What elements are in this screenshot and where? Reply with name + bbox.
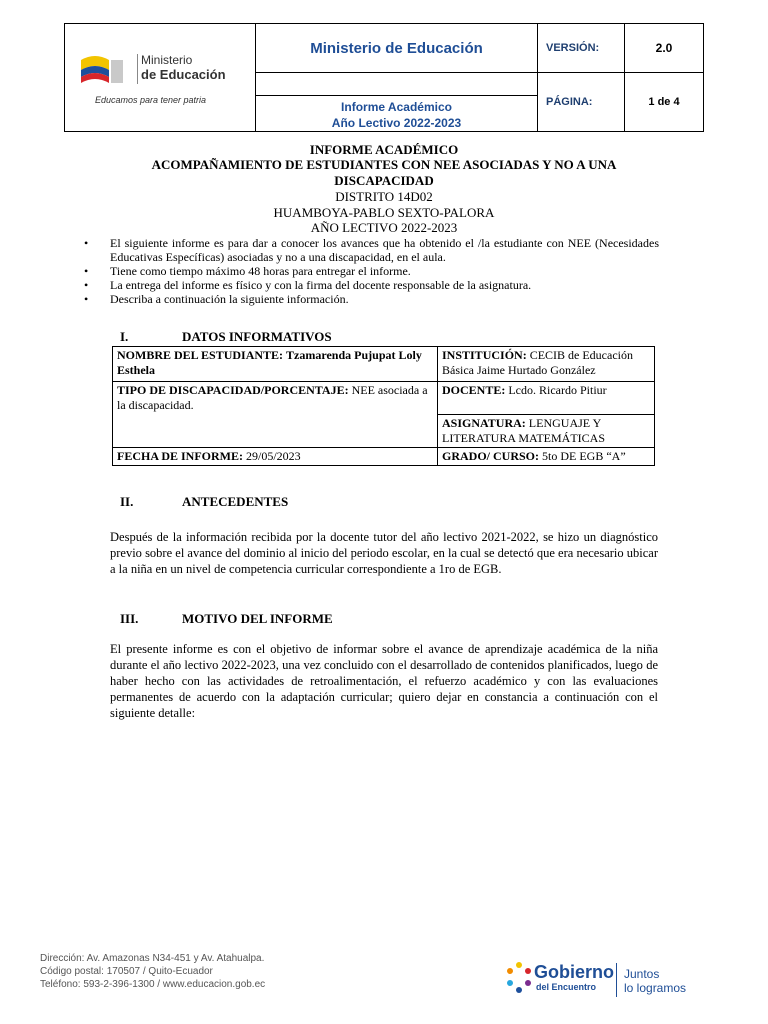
institution-cell	[438, 347, 655, 382]
footer-postal-line: Código postal: 170507 / Quito-Ecuador	[40, 966, 213, 977]
title-line1: INFORME ACADÉMICO	[309, 142, 459, 157]
slogan-line2: lo logramos	[624, 981, 687, 995]
teacher-label: DOCENTE:	[442, 383, 506, 397]
list-item: • Tiene como tiempo máximo 48 horas para entregar el informe.	[84, 264, 659, 278]
teacher-value: Lcdo. Ricardo Pitiur	[508, 383, 607, 397]
info-table	[112, 346, 655, 466]
institution-label: INSTITUCIÓN:	[442, 348, 527, 362]
grade-label: GRADO/ CURSO:	[442, 449, 540, 463]
teacher-cell	[438, 382, 655, 415]
gobierno-divider	[616, 963, 617, 997]
student-label: NOMBRE DEL ESTUDIANTE:	[117, 348, 284, 362]
gobierno-line1: Gobierno	[534, 962, 614, 982]
section-1-title: DATOS INFORMATIVOS	[182, 329, 332, 344]
report-line1: Informe Académico	[341, 100, 452, 114]
footer-phone-line: Teléfono: 593-2-396-1300 / www.educacion.gob.ec	[40, 979, 266, 990]
antecedentes-paragraph: Después de la información recibida por la docente tutor del año lectivo 2021-2022, se hizo un diagnóstico previo sobre el avance del dominio al inicio del periodo escolar, en la cual se detectó que era necesario ubicar a la niña en un nivel de competencia curricular correspondiente a 1ro de EGB.	[110, 530, 658, 576]
title-line3: DISCAPACIDAD	[334, 173, 434, 188]
instructions-list	[84, 236, 659, 306]
footer-address	[40, 952, 265, 991]
disability-label: TIPO DE DISCAPACIDAD/PORCENTAJE:	[117, 383, 349, 397]
gobierno-line2: del Encuentro	[536, 982, 597, 992]
slogan	[624, 967, 686, 995]
title-line5: HUAMBOYA-PABLO SEXTO-PALORA	[273, 205, 495, 220]
disability-cell	[113, 382, 438, 448]
title-line2: ACOMPAÑAMIENTO DE ESTUDIANTES CON NEE ASOCIADAS Y NO A UNA	[151, 157, 617, 172]
list-item: • El siguiente informe es para dar a conocer los avances que ha obtenido el /la estudiante con NEE (Necesidades Educativas Específicas) asociadas y no a una discapacidad, en el aula.	[84, 236, 659, 264]
section-3-title: MOTIVO DEL INFORME	[182, 611, 333, 626]
list-item: • La entrega del informe es físico y con la firma del docente responsable de la asignatura.	[84, 278, 659, 292]
report-line2: Año Lectivo 2022-2023	[331, 116, 462, 130]
grade-value: 5to DE EGB “A”	[542, 449, 626, 463]
motivo-paragraph: El presente informe es con el objetivo de informar sobre el avance de aprendizaje académica de la niña durante el año lectivo 2022-2023, una vez concluido con el desarrollado de contenidos planificados, luego de haber hecho con las actividades de retroalimentación, el refuerzo académico y con las evaluaciones permanentes de acuerdo con la adaptación curricular; quiero dejar en constancia a continuación con el siguiente detalle:	[110, 642, 658, 720]
page-label: PÁGINA:	[538, 73, 625, 132]
subject-cell	[438, 415, 655, 448]
date-cell	[113, 448, 438, 466]
date-label: FECHA DE INFORME:	[117, 449, 243, 463]
section-2-number: II.	[120, 494, 134, 509]
disability-value: NEE asociada a la discapacidad.	[117, 383, 428, 412]
logo-line2: de Educación	[141, 67, 226, 82]
gobierno-star-icon	[506, 961, 532, 995]
list-item: • Describa a continuación la siguiente información.	[84, 292, 659, 306]
logo-line1: Ministerio	[141, 53, 193, 67]
student-value: Tzamarenda Pujupat Loly Esthela	[117, 348, 422, 377]
title-line6: AÑO LECTIVO 2022-2023	[310, 220, 458, 235]
student-cell	[113, 347, 438, 382]
date-value: 29/05/2023	[246, 449, 301, 463]
title-line4: DISTRITO 14D02	[335, 189, 433, 204]
slogan-line1: Juntos	[624, 967, 660, 981]
section-3-number: III.	[120, 611, 139, 626]
logo-tagline: Educamos para tener patria	[95, 95, 207, 105]
ministry-flag-logo-icon	[81, 54, 123, 88]
version-value: 2.0	[625, 24, 704, 73]
logo-divider	[137, 54, 138, 84]
logo-cell	[65, 24, 256, 132]
subject-value: LENGUAJE Y LITERATURA MATEMÁTICAS	[442, 416, 606, 445]
header-table	[64, 23, 704, 132]
grade-cell	[438, 448, 655, 466]
ministry-name: Ministerio de Educación	[256, 24, 538, 73]
institution-value: CECIB de Educación Básica Jaime Hurtado González	[442, 348, 633, 377]
section-1-number: I.	[120, 329, 129, 344]
report-cell	[256, 73, 538, 132]
subject-label: ASIGNATURA:	[442, 416, 526, 430]
version-label: VERSIÓN:	[538, 24, 625, 73]
section-2-title: ANTECEDENTES	[182, 494, 289, 509]
footer-address-line: Dirección: Av. Amazonas N34-451 y Av. Atahualpa.	[40, 953, 265, 964]
page-value: 1 de 4	[625, 73, 704, 132]
gobierno-logo	[506, 955, 706, 1005]
